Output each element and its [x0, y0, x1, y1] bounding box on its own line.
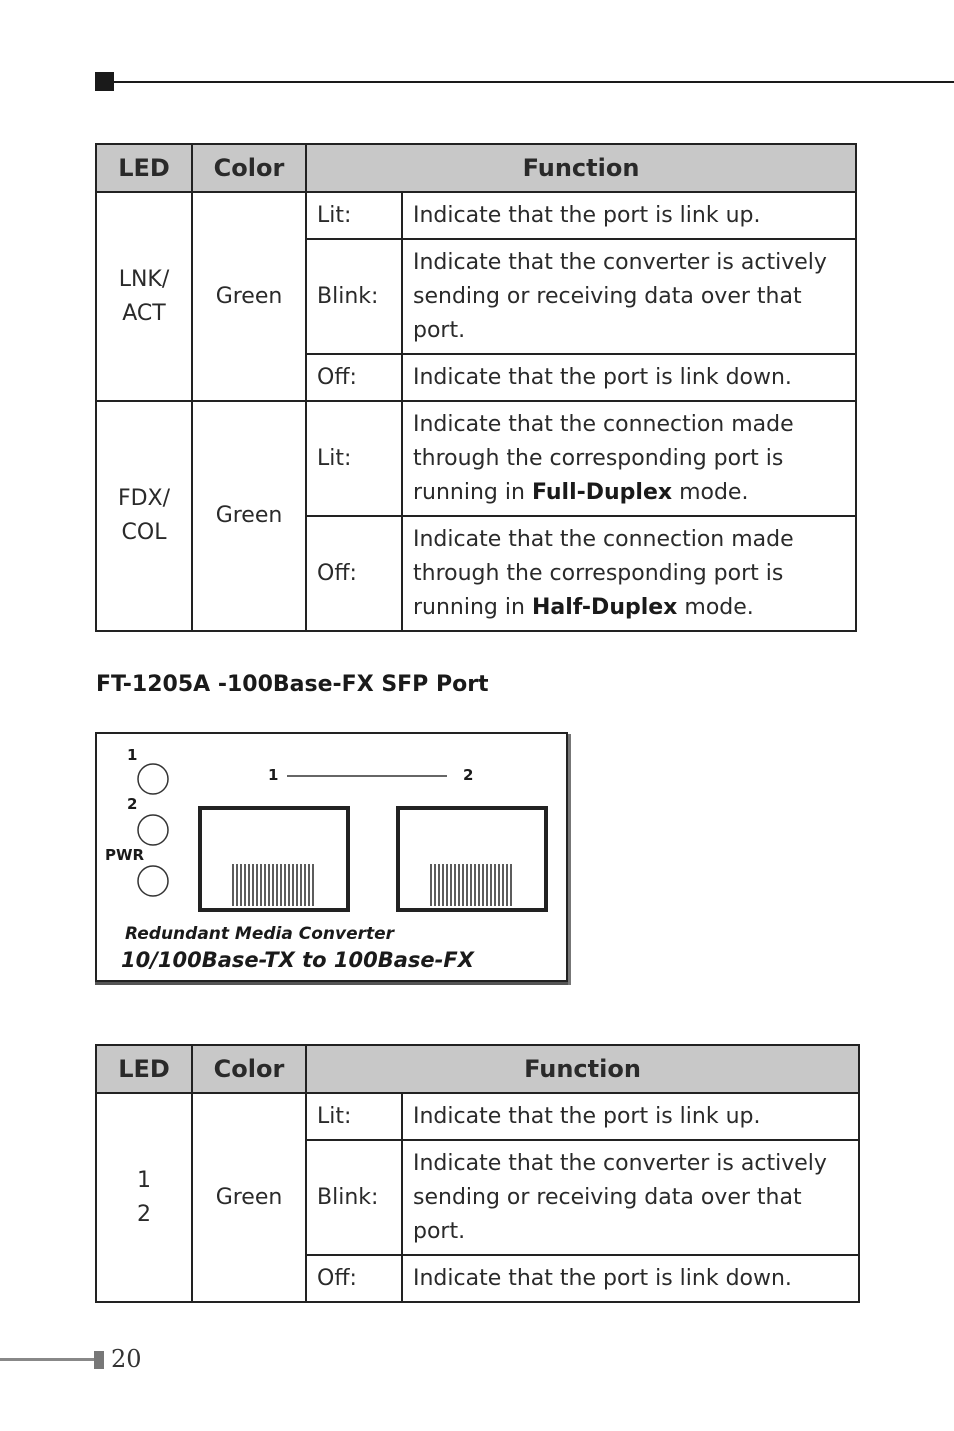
header-function: Function — [306, 1045, 859, 1093]
sfp-port-1-icon — [200, 808, 348, 910]
led-description-cell — [402, 516, 856, 631]
panel-caption-line2: 10/100Base-TX to 100Base-FX — [121, 948, 474, 972]
panel-shadow-right — [568, 734, 571, 985]
led-name-line1: 1 — [137, 1167, 151, 1193]
led-state-cell: Blink: — [306, 239, 402, 354]
led-name-line2: 2 — [137, 1201, 151, 1227]
led-description-cell: Indicate that the port is link down. — [402, 354, 856, 401]
led-name-cell — [96, 1093, 192, 1302]
led-name-line1: FDX/ — [117, 486, 171, 511]
table-row — [96, 192, 856, 239]
panel-caption-line1: Redundant Media Converter — [125, 924, 395, 944]
header-color: Color — [192, 144, 306, 192]
sfp-port-2-icon — [398, 808, 546, 910]
led-table-fx-ports — [95, 1044, 860, 1303]
led-state-cell: Off: — [306, 354, 402, 401]
header-rule-line — [114, 81, 954, 83]
led-description-cell: Indicate that the port is link up. — [402, 192, 856, 239]
table-row — [96, 401, 856, 516]
led-1-indicator-icon — [138, 764, 168, 794]
led-2-indicator-icon — [138, 815, 168, 845]
footer-rule-line — [0, 1358, 96, 1361]
led-state-cell: Off: — [306, 1255, 402, 1302]
desc-text: Indicate that the connection made through the corresponding port is running in — [413, 526, 794, 620]
led-state-cell: Off: — [306, 516, 402, 631]
panel-shadow-bottom — [95, 982, 571, 985]
led-name-line1: LNK/ — [118, 266, 170, 292]
desc-bold-mode: Full-Duplex — [531, 479, 673, 505]
port-label-2: 2 — [463, 766, 474, 784]
desc-text-end: mode. — [677, 594, 754, 620]
header-color: Color — [192, 1045, 306, 1093]
led-color-cell: Green — [192, 192, 306, 401]
port-label-1: 1 — [268, 766, 279, 784]
led-state-cell: Lit: — [306, 1093, 402, 1140]
led-name-cell — [96, 401, 192, 631]
led-table-tx-ports — [95, 143, 857, 632]
led-description-cell: Indicate that the port is link up. — [402, 1093, 859, 1140]
led-color-cell: Green — [192, 1093, 306, 1302]
front-panel-illustration — [95, 732, 568, 982]
port-2-grille-icon — [431, 864, 511, 906]
footer-rule-block — [94, 1351, 104, 1369]
led-name-cell — [96, 192, 192, 401]
desc-text-end: mode. — [672, 479, 749, 505]
header-led: LED — [96, 1045, 192, 1093]
led-description-cell: Indicate that the converter is actively sending or receiving data over that port. — [402, 239, 856, 354]
section-title: FT-1205A -100Base-FX SFP Port — [96, 672, 489, 697]
pwr-indicator-icon — [138, 866, 168, 896]
header-rule-square — [95, 72, 114, 91]
port-1-grille-icon — [233, 864, 313, 906]
led-description-cell: Indicate that the converter is actively sending or receiving data over that port. — [402, 1140, 859, 1255]
page-number: 20 — [111, 1345, 142, 1373]
desc-bold-mode: Half-Duplex — [531, 594, 678, 620]
led-state-cell: Lit: — [306, 192, 402, 239]
led-color-cell: Green — [192, 401, 306, 631]
led-description-cell: Indicate that the port is link down. — [402, 1255, 859, 1302]
table-row — [96, 1093, 859, 1140]
led-name-line2: COL — [121, 520, 167, 545]
desc-text: Indicate that the connection made through the corresponding port is running in — [413, 411, 794, 505]
led-state-cell: Lit: — [306, 401, 402, 516]
header-led: LED — [96, 144, 192, 192]
led-label-2: 2 — [127, 795, 138, 813]
led-name-line2: ACT — [122, 300, 166, 326]
led-label-pwr: PWR — [105, 846, 145, 864]
led-label-1: 1 — [127, 746, 138, 764]
led-state-cell: Blink: — [306, 1140, 402, 1255]
table-header-row — [96, 1045, 859, 1093]
table-header-row — [96, 144, 856, 192]
led-description-cell — [402, 401, 856, 516]
header-function: Function — [306, 144, 856, 192]
